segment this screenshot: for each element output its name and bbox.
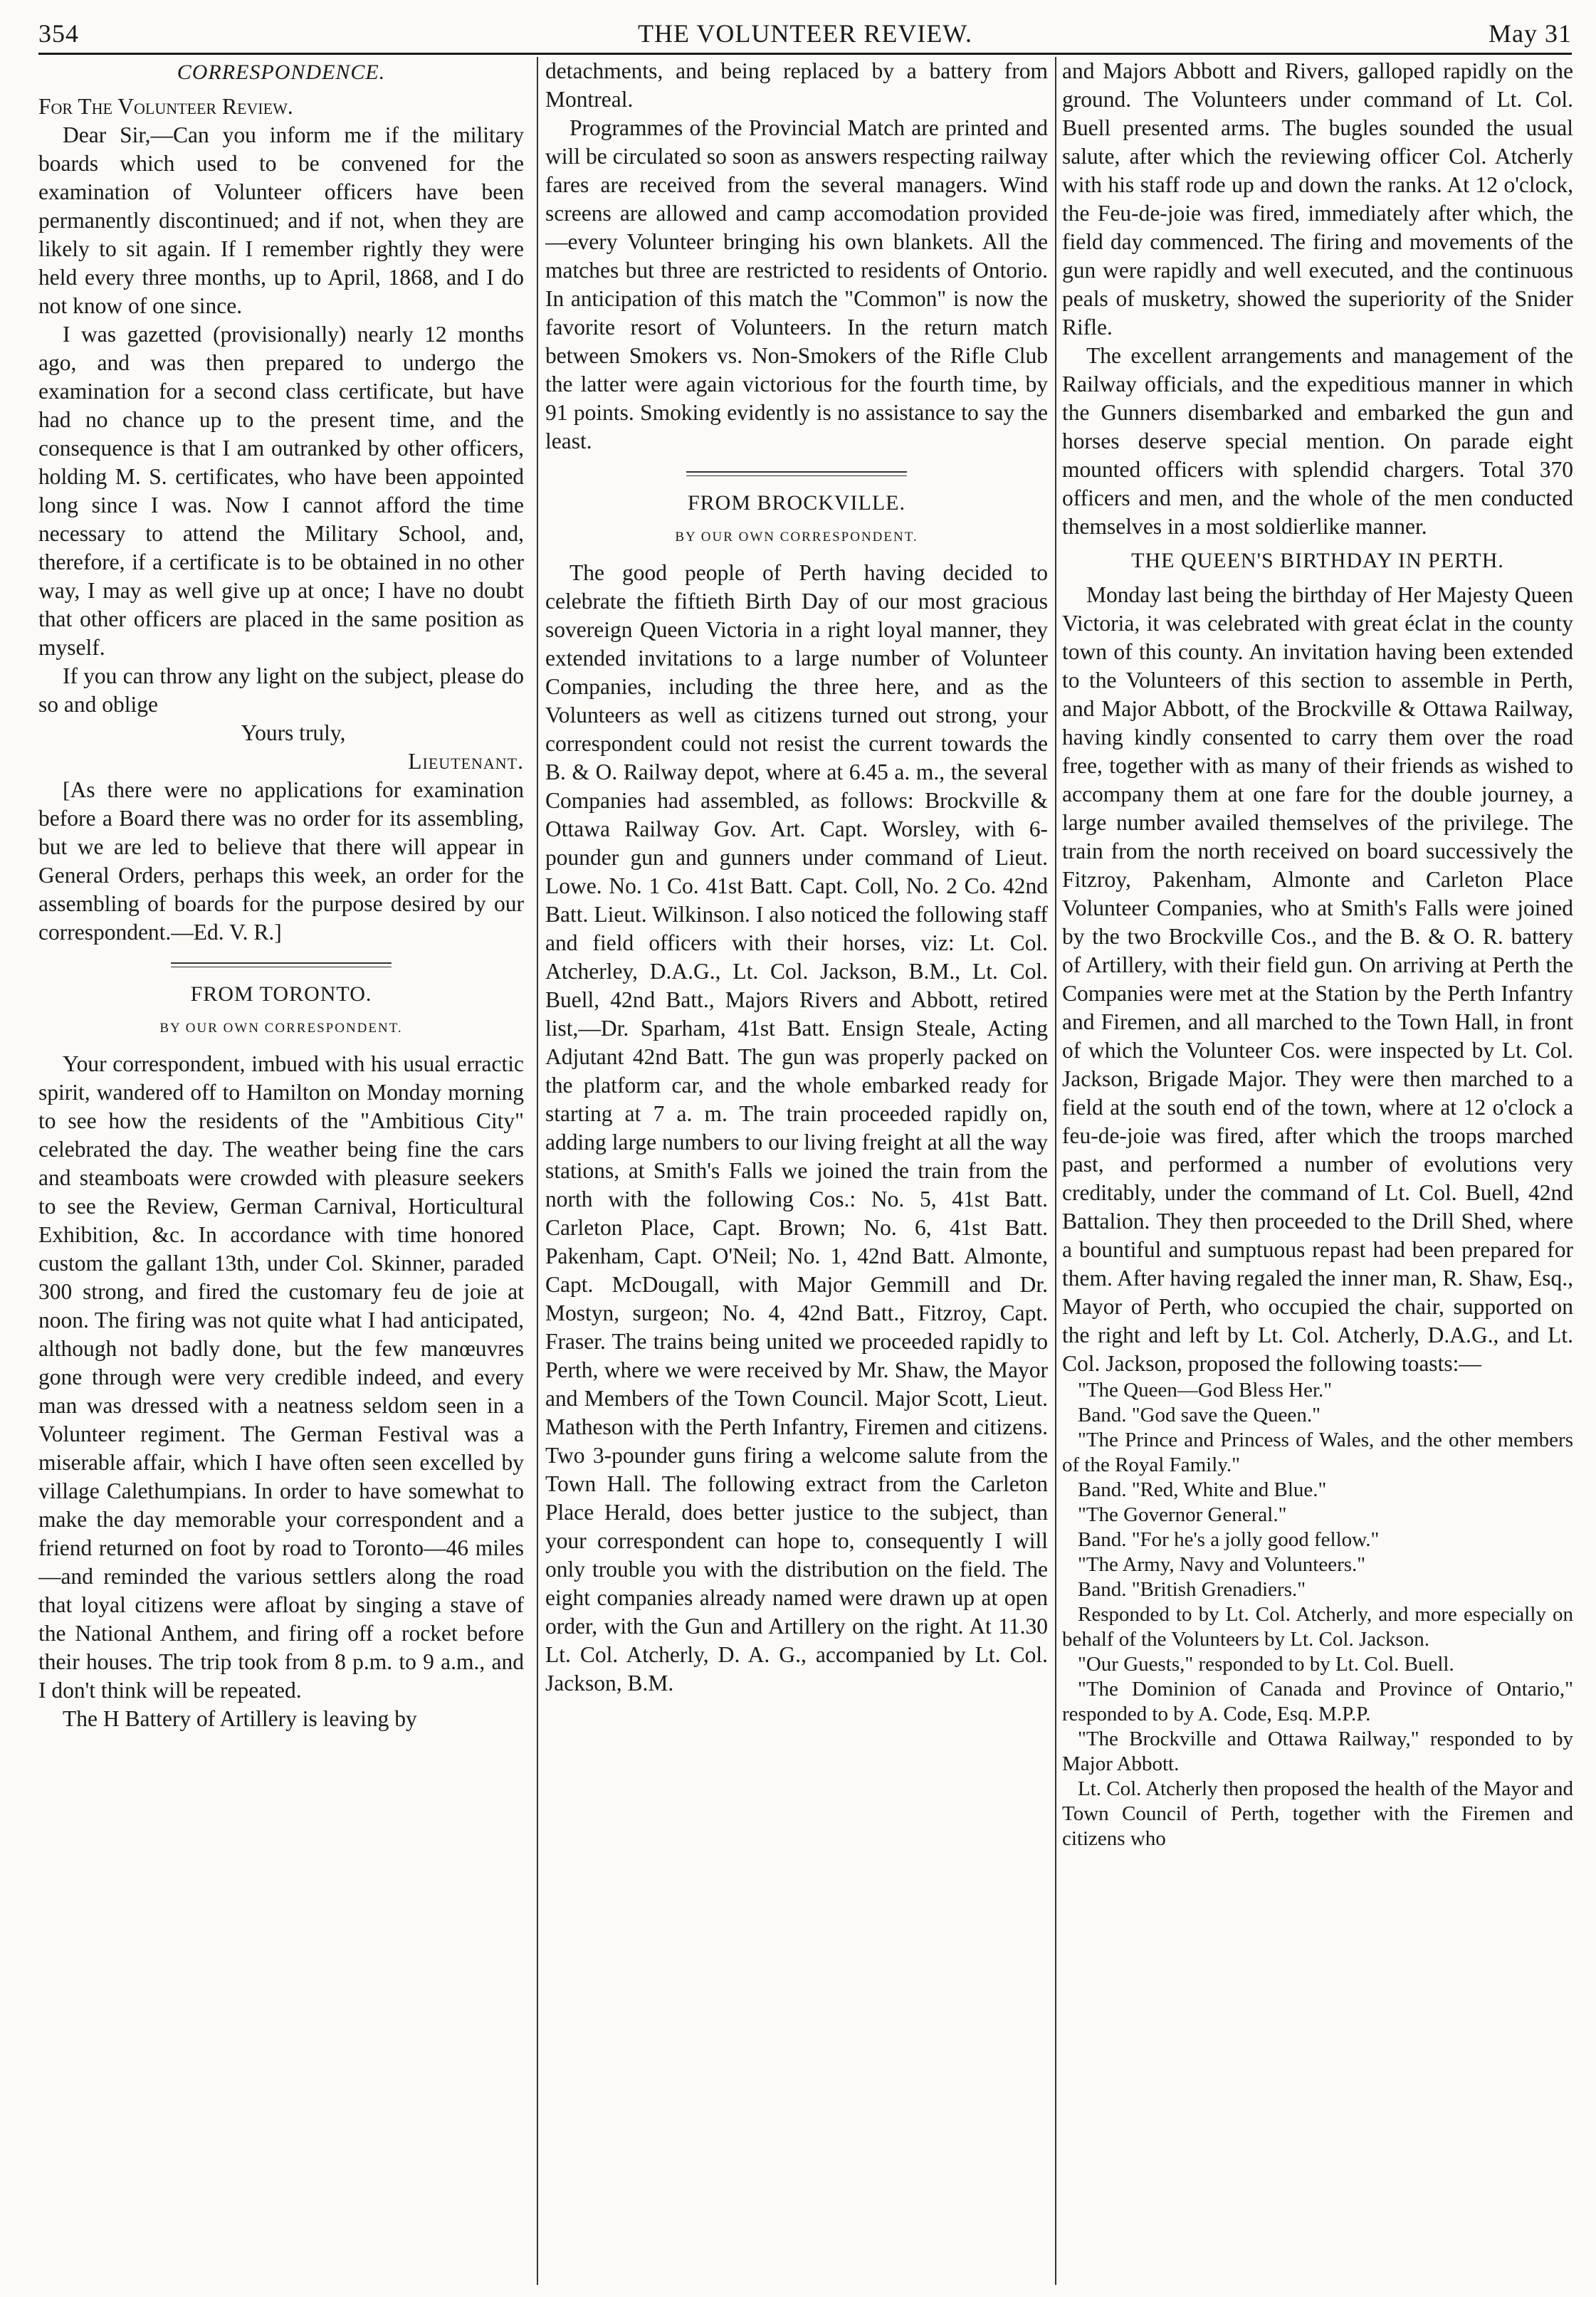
byline: BY OUR OWN CORRESPONDENT. <box>159 1021 403 1036</box>
letter-signature: Lieutenant. <box>408 749 524 774</box>
article-paragraph: The H Battery of Artillery is leaving by <box>63 1706 417 1731</box>
article-paragraph: and Majors Abbott and Rivers, galloped rapidly on the ground. The Volunteers under command of Lt. Col. Buell presented arms. The bugles sounded the usual salute, after which the reviewing officer Col. Atcherly with his staff rode up and down the ranks. At 12 o'clock, the Feu-de-joie was fired, immediately after which, the field day commenced. The firing and movements of the gun were rapidly and well executed, and the continuous peals of musketry, showed the superiority of the Snider Rifle. <box>1062 58 1573 340</box>
letter-paragraph: If you can throw any light on the subject, please do so and oblige <box>38 663 524 717</box>
toast-line: "The Dominion of Canada and Province of Ontario," responded to by A. Code, Esq. M.P.P. <box>1062 1678 1573 1725</box>
toast-line: Band. "God save the Queen." <box>1078 1404 1321 1426</box>
article-paragraph: Monday last being the birthday of Her Majesty Queen Victoria, it was celebrated with great éclat in the county town of this county. An invitation having been extended to the Volunteers of this section to assemble in Perth, and Major Abbott, of the Brockville & Ottawa Railway, having kindly consented to carry them over the road free, together with as many of their friends as wished to accompany them at one fare for the double journey, a large number availed themselves of the privilege. The train from the north received on board successively the Fitzroy, Pakenham, Almonte and Carleton Place Volunteer Companies, who at Smith's Falls were joined by the two Brockville Cos., and the B. & O. R. battery of Artillery, with their field gun. On arriving at Perth the Companies were met at the Station by the Perth Infantry and Firemen, and all marched to the Town Hall, in front of which the Volunteer Cos. were inspected by Lt. Col. Jackson, Brigade Major. They were then marched to a field at the south end of the town, where at 12 o'clock a feu-de-joie was fired, after which the troops marched past, and performed a number of evolutions very creditably, under the command of Lt. Col. Buell, 42nd Battalion. They then proceeded to the Drill Shed, where a bountiful and sumptuous repast had been prepared for them. After having regaled the inner man, R. Shaw, Esq., Mayor of Perth, who occupied the chair, supported on the right and left by Lt. Col. Atcherly, D.A.G., and Lt. Col. Jackson, proposed the following toasts:— <box>1062 582 1573 1376</box>
column-1 <box>38 57 530 2285</box>
article-paragraph: Your correspondent, imbued with his usual erractic spirit, wandered off to Hamilton on Monday morning to see how the residents of the "Ambitious City" celebrated the day. The weather being fine the cars and steamboats were crowded with pleasure seekers to see the Review, German Carnival, Horticultural Exhibition, &c. In accordance with time honored custom the gallant 13th, under Col. Skinner, paraded 300 strong, and fired the customary feu de joie at noon. The firing was not quite what I had anticipated, although not badly done, but the few manœuvres gone through were very credible indeed, and every man was dressed with a neatness seldom seen in a Volunteer regiment. The German Festival was a miserable affair, which I have often seen excelled by village Calethumpians. In order to have somewhat to make the day memorable your correspondent and a friend returned on foot by road to Toronto—46 miles—and reminded the various settlers along the road that loyal citizens were afloat by singing a stave of the National Anthem, and firing off a rocket before their houses. The trip took from 8 p.m. to 9 a.m., and I don't think will be repeated. <box>38 1051 524 1703</box>
letter-closing: Yours truly, <box>241 720 346 745</box>
section-heading: FROM TORONTO. <box>190 982 372 1006</box>
toast-line: Band. "Red, White and Blue." <box>1078 1478 1327 1501</box>
section-separator <box>171 962 392 967</box>
section-heading: THE QUEEN'S BIRTHDAY IN PERTH. <box>1131 549 1504 572</box>
letter-paragraph: Dear Sir,—Can you inform me if the military boards which used to be convened for the examination of Volunteer officers have been permanently discontinued; and if not, when they are likely to sit again. If I remember rightly they were held every three months, up to April, 1868, and I do not know of one since. <box>38 122 524 318</box>
toast-line: Band. "For he's a jolly good fellow." <box>1078 1528 1380 1551</box>
column-divider <box>1055 57 1056 2285</box>
editor-note: [As there were no applications for examination before a Board there was no order for its assembling, but we are led to believe that there will appear in General Orders, perhaps this week, an order for the assembling of boards for the purpose desired by our correspondent.—Ed. V. R.] <box>38 777 524 945</box>
letter-paragraph: I was gazetted (provisionally) nearly 12 months ago, and was then prepared to undergo the examination for a second class certificate, but have had no chance up to the present time, and the consequence is that I am outranked by other officers, holding M. S. certificates, who have been appointed long since I was. Now I cannot afford the time necessary to attend the Military School, and, therefore, if a certificate is to be obtained in no other way, I may as well give up at once; I have no doubt that other officers are placed in the same position as myself. <box>38 322 524 660</box>
article-paragraph: The good people of Perth having decided to celebrate the fiftieth Birth Day of our most gracious sovereign Queen Victoria in a right loyal manner, they extended invitations to a large number of Volunteer Companies, including the three here, and as the Volunteers as well as citizens turned out strong, your correspondent could not resist the current towards the B. & O. Railway depot, where at 6.45 a. m., the several Companies had assembled, as follows: Brockville & Ottawa Railway Gov. Art. Capt. Worsley, with 6-pounder gun and gunners under command of Lieut. Lowe. No. 1 Co. 41st Batt. Capt. Coll, No. 2 Co. 42nd Batt. Lieut. Wilkinson. I also noticed the following staff and field officers with their horses, viz: Lt. Col. Atcherley, D.A.G., Lt. Col. Jackson, B.M., Lt. Col. Buell, 42nd Batt., Majors Rivers and Abbott, retired list,—Dr. Sparham, 41st Batt. Ensign Steale, Acting Adjutant 42nd Batt. The gun was properly packed on the platform car, and the whole embarked ready for starting at 7 a. m. The train proceeded rapidly on, adding large numbers to our living freight at all the way stations, at Smith's Falls we joined the train from the north with the following Cos.: No. 5, 41st Batt. Carleton Place, Capt. Brown; No. 6, 41st Batt. Pakenham, Capt. O'Neil; No. 1, 42nd Batt. Almonte, Capt. McDougall, with Major Gemmill and Dr. Mostyn, surgeon; No. 4, 42nd Batt., Fitzroy, Capt. Fraser. The trains being united we proceeded rapidly to Perth, where we were received by Mr. Shaw, the Mayor and Members of the Town Council. Major Scott, Lieut. Matheson with the Perth Infantry, Firemen and citizens. Two 3-pounder guns firing a welcome salute from the Town Hall. The following extract from the Carleton Place Herald, does better justice to the subject, than your correspondent can hope to, consequently I will only trouble you with the distribution on the field. The eight companies already named were drawn up at open order, with the Gun and Artillery on the right. At 11.30 Lt. Col. Atcherly, D. A. G., accompanied by Lt. Col. Jackson, B.M. <box>545 560 1048 1696</box>
toast-line: Responded to by Lt. Col. Atcherly, and more especially on behalf of the Volunteers by Lt. Col. Jackson. <box>1062 1603 1573 1651</box>
toast-line: "The Brockville and Ottawa Railway," responded to by Major Abbott. <box>1062 1728 1573 1775</box>
issue-date: May 31 <box>1489 19 1572 48</box>
section-heading: CORRESPONDENCE. <box>177 61 386 84</box>
toast-line: "The Prince and Princess of Wales, and the other members of the Royal Family." <box>1062 1429 1573 1476</box>
column-divider <box>537 57 538 2285</box>
section-separator <box>686 471 907 476</box>
column-2 <box>545 57 1048 2285</box>
article-paragraph: detachments, and being replaced by a battery from Montreal. <box>545 58 1048 112</box>
header-rule <box>38 53 1572 55</box>
for-line: For The Volunteer Review. <box>38 94 293 119</box>
toast-line: "Our Guests," responded to by Lt. Col. Buell. <box>1078 1653 1454 1676</box>
article-paragraph: Programmes of the Provincial Match are printed and will be circulated so soon as answers respecting railway fares are received from the several managers. Wind screens are allowed and camp accomodation provided—every Volunteer bringing his own blankets. All the matches but three are restricted to residents of Ontorio. In anticipation of this match the "Common" is now the favorite resort of Volunteers. In the return match between Smokers vs. Non-Smokers of the Rifle Club the latter were again victorious for the fourth time, by 91 points. Smoking evidently is no assistance to say the least. <box>545 115 1048 453</box>
running-head <box>38 13 1572 58</box>
toast-line: "The Army, Navy and Volunteers." <box>1078 1553 1366 1576</box>
toast-line: Lt. Col. Atcherly then proposed the health of the Mayor and Town Council of Perth, together with the Firemen and citizens who <box>1062 1777 1573 1850</box>
section-heading: FROM BROCKVILLE. <box>687 491 906 515</box>
publication-title: THE VOLUNTEER REVIEW. <box>638 19 972 48</box>
article-paragraph: The excellent arrangements and management of the Railway officials, and the expeditious manner in which the Gunners disembarked and embarked the gun and horses deserve special mention. On parade eight mounted officers with splendid chargers. Total 370 officers and men, and the whole of the men conducted themselves in a most soldierlike manner. <box>1062 343 1573 539</box>
byline: BY OUR OWN CORRESPONDENT. <box>675 530 918 545</box>
toast-list <box>1062 1378 1573 1851</box>
column-3 <box>1062 57 1573 2285</box>
page-number: 354 <box>38 19 79 48</box>
toast-line: "The Governor General." <box>1078 1503 1287 1526</box>
toast-line: Band. "British Grenadiers." <box>1078 1578 1306 1601</box>
toast-line: "The Queen—God Bless Her." <box>1078 1379 1333 1402</box>
